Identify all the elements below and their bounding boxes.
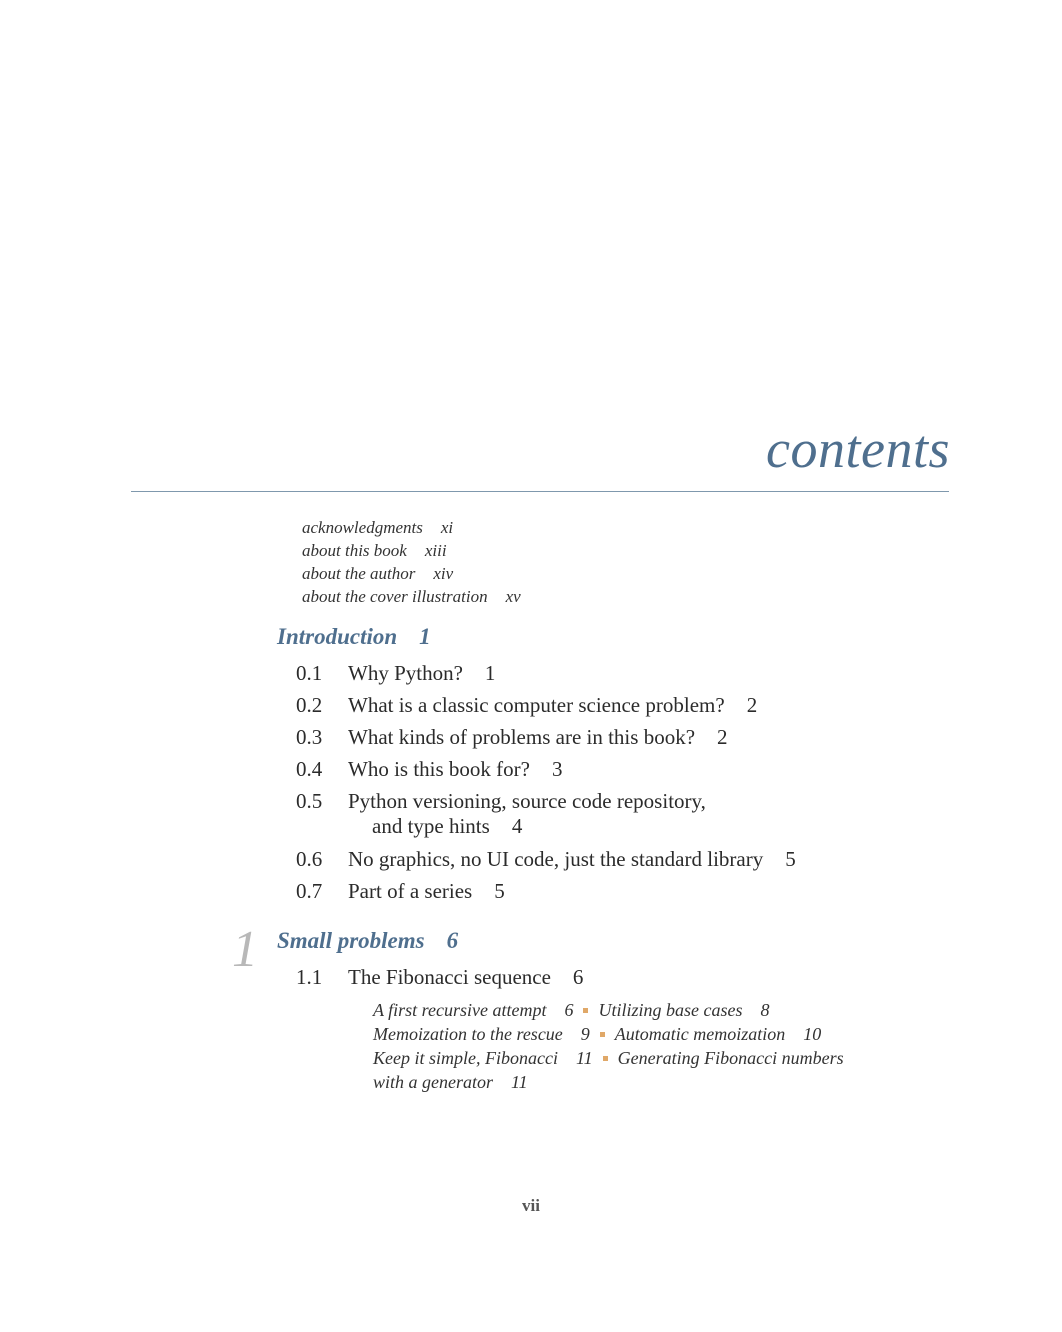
front-matter-page: xv xyxy=(505,587,521,606)
front-matter-item[interactable] xyxy=(302,585,521,608)
section-number: 0.4 xyxy=(296,757,323,781)
subsection-item[interactable] xyxy=(373,1024,590,1044)
section-title: No graphics, no UI code, just the standard library xyxy=(348,847,764,871)
title-rule xyxy=(131,491,949,492)
front-matter-item[interactable] xyxy=(302,562,521,585)
subsection-title: Utilizing base cases xyxy=(598,1000,743,1020)
section-title: The Fibonacci sequence xyxy=(348,965,551,989)
front-matter-label: about the author xyxy=(302,564,416,583)
section-title: Python versioning, source code repository, xyxy=(348,789,706,813)
section-title-continued: and type hints xyxy=(372,814,490,838)
section-number: 0.3 xyxy=(296,725,323,749)
subsection-title: Memoization to the rescue xyxy=(373,1024,563,1044)
section-number: 0.5 xyxy=(296,789,323,813)
page-folio: vii xyxy=(522,1196,540,1215)
subsection-page: 8 xyxy=(760,1000,770,1020)
subsection-item[interactable] xyxy=(373,1048,593,1068)
section-number: 0.1 xyxy=(296,661,323,685)
front-matter-page: xi xyxy=(440,518,454,537)
section-number: 0.2 xyxy=(296,693,323,717)
section-page: 3 xyxy=(551,757,563,781)
subsection-title: Automatic memoization xyxy=(614,1024,786,1044)
subsection-list xyxy=(373,998,844,1094)
front-matter-page: xiii xyxy=(424,541,447,560)
section-title: Part of a series xyxy=(348,879,473,903)
toc-section[interactable] xyxy=(296,789,706,839)
bullet-separator xyxy=(583,1008,588,1013)
section-title: Who is this book for? xyxy=(348,757,530,781)
subsection-line xyxy=(373,998,844,1022)
toc-section[interactable] xyxy=(296,757,562,782)
subsection-item[interactable] xyxy=(373,1000,573,1020)
section-number: 0.7 xyxy=(296,879,323,903)
bullet-separator xyxy=(600,1032,605,1037)
section-page: 5 xyxy=(785,847,796,871)
subsection-title: Generating Fibonacci numbers xyxy=(617,1048,844,1068)
section-title: What is a classic computer science problem? xyxy=(348,693,725,717)
subsection-title: A first recursive attempt xyxy=(373,1000,547,1020)
subsection-item[interactable] xyxy=(615,1024,821,1044)
subsection-page: 9 xyxy=(580,1024,590,1044)
section-number: 1.1 xyxy=(296,965,323,989)
chapter-number: 1 xyxy=(232,921,258,978)
chapter-page: 6 xyxy=(446,928,459,953)
section-title: Why Python? xyxy=(348,661,463,685)
toc-section[interactable] xyxy=(296,693,757,718)
introduction-title: Introduction xyxy=(277,624,398,649)
chapter-title: Small problems xyxy=(277,928,425,953)
section-title: What kinds of problems are in this book? xyxy=(348,725,696,749)
section-page: 2 xyxy=(717,725,728,749)
subsection-line xyxy=(373,1070,844,1094)
section-page: 1 xyxy=(484,661,496,685)
toc-section[interactable] xyxy=(296,847,796,872)
subsection-page: 6 xyxy=(564,1000,574,1020)
contents-title: contents xyxy=(766,419,950,479)
toc-section[interactable] xyxy=(296,661,495,686)
front-matter-list xyxy=(302,516,521,608)
introduction-heading[interactable] xyxy=(277,624,431,650)
toc-section[interactable] xyxy=(296,879,505,904)
toc-section[interactable] xyxy=(296,725,728,750)
front-matter-item[interactable] xyxy=(302,516,521,539)
front-matter-label: about the cover illustration xyxy=(302,587,488,606)
front-matter-label: about this book xyxy=(302,541,407,560)
section-page: 6 xyxy=(572,965,584,989)
subsection-item[interactable] xyxy=(598,1000,769,1020)
subsection-item[interactable] xyxy=(618,1048,844,1068)
subsection-title: Keep it simple, Fibonacci xyxy=(373,1048,558,1068)
front-matter-page: xiv xyxy=(433,564,454,583)
bullet-separator xyxy=(603,1056,608,1061)
subsection-line xyxy=(373,1046,844,1070)
toc-section[interactable] xyxy=(296,965,583,990)
front-matter-item[interactable] xyxy=(302,539,521,562)
chapter-heading[interactable] xyxy=(277,928,458,954)
section-page: 5 xyxy=(494,879,505,903)
subsection-page: 11 xyxy=(575,1048,593,1068)
section-page: 2 xyxy=(746,693,758,717)
subsection-item-continued[interactable] xyxy=(373,1072,528,1092)
subsection-line xyxy=(373,1022,844,1046)
front-matter-label: acknowledgments xyxy=(302,518,423,537)
introduction-page: 1 xyxy=(419,624,431,649)
subsection-title-continued: with a generator xyxy=(373,1072,493,1092)
section-page: 4 xyxy=(511,814,523,838)
subsection-page: 11 xyxy=(511,1072,528,1092)
section-number: 0.6 xyxy=(296,847,323,871)
subsection-page: 10 xyxy=(803,1024,822,1044)
